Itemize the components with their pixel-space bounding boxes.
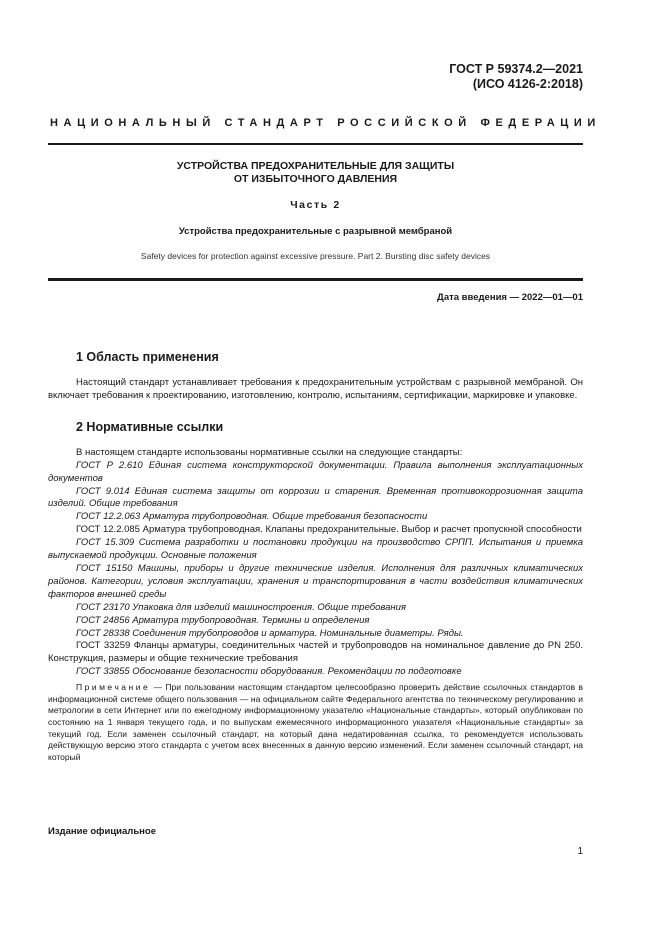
standard-code: [449, 62, 583, 92]
title-line1: УСТРОЙСТВА ПРЕДОХРАНИТЕЛЬНЫЕ ДЛЯ ЗАЩИТЫ: [176, 160, 455, 172]
reference-item: ГОСТ 24856 Арматура трубопроводная. Термины и определения: [76, 614, 370, 626]
document-body: [48, 349, 583, 763]
reference-item: ГОСТ 15.309 Система разработки и постановки продукции на производство СРПП. Испытания и приемка выпускаемой продукции. Основные положения: [48, 537, 583, 562]
reference-item: ГОСТ 15150 Машины, приборы и другие технические изделия. Исполнения для различных климатических районов. Категории, условия эксплуатации, хранения и транспортирования в части воздействия климатических факторов внешней среды: [48, 562, 583, 600]
section-2-heading: 2 Нормативные ссылки: [76, 419, 224, 434]
top-divider: [48, 143, 583, 145]
document-title: [48, 160, 583, 186]
reference-item: ГОСТ 12.2.063 Арматура трубопроводная. Общие требования безопасности: [76, 511, 428, 523]
national-standard-banner: НАЦИОНАЛЬНЫЙ СТАНДАРТ РОССИЙСКОЙ ФЕДЕРАЦИИ: [50, 117, 601, 129]
reference-item: ГОСТ 33259 Фланцы арматуры, соединительных частей и трубопроводов на номинальное давление до PN 250. Конструкция, размеры и общие технические требования: [48, 640, 583, 665]
introduction-date: Дата введения — 2022—01—01: [437, 292, 583, 303]
official-edition-label: Издание официальное: [48, 826, 156, 837]
page-number: 1: [577, 846, 583, 857]
section-1-text: Настоящий стандарт устанавливает требования к предохранительным устройствам с разрывной мембраной. Он включает требования к проектированию, изготовлению, контролю, испытаниям, сертификации, маркировке и упаковке.: [48, 377, 583, 401]
document-subtitle: Устройства предохранительные с разрывной мембраной: [178, 226, 453, 237]
reference-item: ГОСТ 12.2.085 Арматура трубопроводная. Клапаны предохранительные. Выбор и расчет пропускной способности: [76, 524, 582, 536]
english-title: Safety devices for protection against excessive pressure. Part 2. Bursting disc safety devices: [140, 251, 491, 261]
reference-item: ГОСТ Р 2.610 Единая система конструкторской документации. Правила выполнения эксплуатационных документов: [48, 459, 583, 484]
title-divider: [48, 278, 583, 281]
part-label: Часть 2: [290, 199, 341, 211]
reference-item: ГОСТ 33855 Обоснование безопасности оборудования. Рекомендации по подготовке: [76, 666, 462, 678]
section-2-intro: В настоящем стандарте использованы нормативные ссылки на следующие стандарты:: [76, 446, 463, 458]
reference-item: ГОСТ 9.014 Единая система защиты от коррозии и старения. Временная противокоррозионная защита изделий. Общие требования: [48, 485, 583, 510]
standard-code-line2: (ИСО 4126-2:2018): [472, 77, 583, 91]
note-label: Примечание: [76, 682, 151, 693]
standard-code-line1: ГОСТ Р 59374.2—2021: [449, 62, 583, 76]
reference-item: ГОСТ 23170 Упаковка для изделий машиностроения. Общие требования: [76, 601, 406, 613]
note-paragraph: [48, 682, 583, 763]
section-1-heading: 1 Область применения: [76, 350, 219, 364]
reference-item: ГОСТ 28338 Соединения трубопроводов и арматура. Номинальные диаметры. Ряды.: [76, 627, 464, 639]
note-text: — При пользовании настоящим стандартом целесообразно проверить действие ссылочных стандартов в информационной системе общего пользования — на официальном сайте Федерального агентства по техническому регулированию и метрологии в сети Интернет или по ежегодному информационному указателю «Национальные стандарты», который опубликован по состоянию на 1 января текущего года, и по выпускам ежемесячного информационного указателя «Национальные стандарты» за текущий год. Если заменен ссылочный стандарт, на который дана недатированная ссылка, то рекомендуется использовать действующую версию этого стандарта с учетом всех внесенных в данную версию изменений. Если заменен ссылочный стандарт, на который: [48, 682, 583, 762]
normative-references-list: [48, 460, 583, 679]
title-line2: ОТ ИЗБЫТОЧНОГО ДАВЛЕНИЯ: [233, 173, 398, 185]
